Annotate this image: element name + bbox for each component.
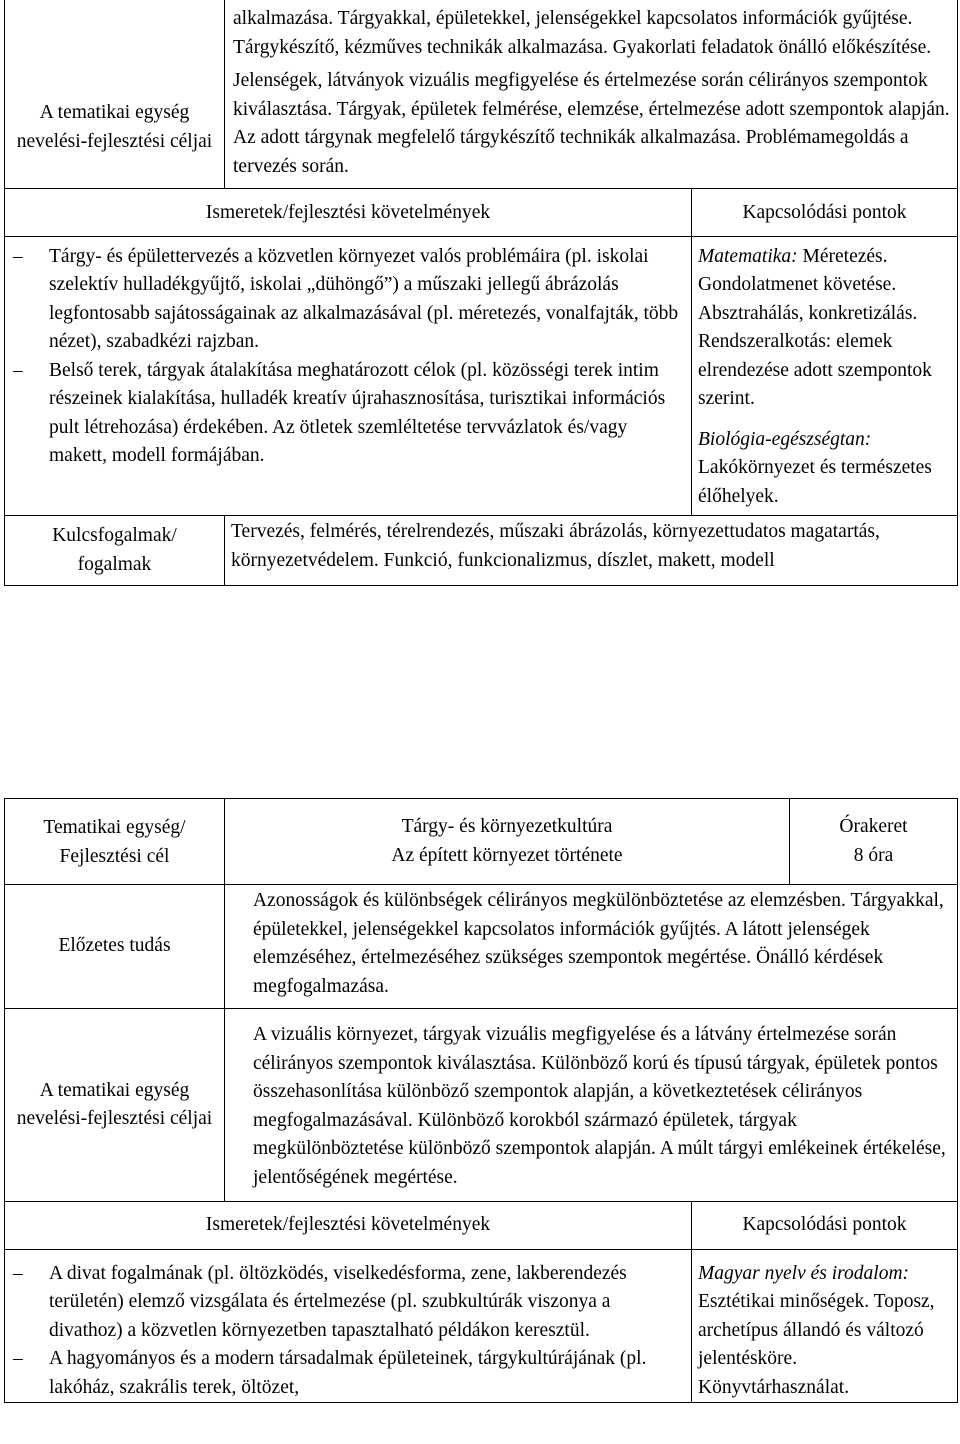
connection-text: Lakókörnyezet és természetes élőhelyek. [698,457,932,507]
goals-text: A vizuális környezet, tárgyak vizuális megfigyelése és a látvány értelmezése során célirányos szempontok kiválasztása. Különböző korú és típusú tárgyak, épületek pontos összehasonlítása különböző szempontok alapján, a következtetések célirányos megfogalmazásával. Különböző korokból származó épületek, tárgyak megkülönböztetése különböző szempontok alapján. A múlt tárgyi emlékeinek értékelése, jelentőségének megértése. [225,1009,958,1202]
keywords-row [5,516,958,586]
hours-cell [790,799,958,885]
connection-item [698,1260,951,1403]
requirement-item: – Belső terek, tárgyak átalakítása meghatározott célok (pl. közösségi terek intim részeinek kialakítása, hulladék kreatív újrahasznosítása, turisztikai információs pult létrehozása) érdekében. Az ötletek szemléltetése tervvázlatok és/vagy makett, modell formájában. [11,357,685,471]
requirements-list [11,1260,685,1403]
connections-cell [692,236,958,516]
goals-text: Jelenségek, látványok vizuális megfigyelése és értelmezése során célirányos szempontok kiválasztása. Tárgyak, épületek felmérése, elemzése, értelmezése adott szempontok alapján. Az adott tárgynak megfelelő tárgykészítő technikák alkalmazása. Problémamegoldás a tervezés során. [225,67,958,189]
connections-header: Kapcsolódási pontok [692,189,958,237]
intro-label-cell [5,0,225,67]
intro-text: alkalmazása. Tárgyakkal, épületekkel, jelenségekkel kapcsolatos információk gyűjtése. Tárgykészítő, kézműves technikák alkalmazása. Gyakorlati feladatok önálló előkészítése. [225,0,958,67]
hours-value: 8 óra [853,844,894,866]
requirements-cell [5,1249,692,1403]
unit-title-line1: Tárgy- és környezetkultúra [401,816,613,837]
title-row [5,799,958,885]
requirements-cell [5,236,692,516]
curriculum-table-1 [4,0,958,586]
content-row [5,1249,958,1403]
goals-row [5,67,958,189]
goals-label: A tematikai egység nevelési-fejlesztési céljai [5,1009,225,1202]
unit-title-line2: Az épített környezet története [391,844,623,866]
prior-knowledge-label: Előzetes tudás [5,885,225,1009]
connections-header: Kapcsolódási pontok [692,1202,958,1250]
unit-label: Tematikai egység/ Fejlesztési cél [5,799,225,885]
requirements-header: Ismeretek/fejlesztési követelmények [5,189,692,237]
connection-subject: Magyar nyelv és irodalom: [698,1262,910,1284]
connections-cell [692,1249,958,1403]
connection-subject: Biológia-egészségtan: [698,428,872,450]
curriculum-table-2 [4,798,958,1403]
connection-text: Esztétikai minőségek. Toposz, archetípus állandó és változó jelentésköre. Könyvtárhasználat. [698,1291,935,1398]
connection-item [698,243,951,414]
goals-label: A tematikai egység nevelési-fejlesztési céljai [5,67,225,189]
content-row [5,236,958,516]
unit-title [225,799,790,885]
connection-item [698,426,951,512]
prior-knowledge-text: Azonosságok és különbségek célirányos megkülönböztetése az elemzésben. Tárgyakkal, épületekkel, jelenségekkel kapcsolatos információk gyűjtés. A látott jelenségek elemzéséhez, értelmezéséhez szükséges szempontok megértése. Önálló kérdések megfogalmazása. [225,885,958,1009]
intro-row [5,0,958,67]
connection-text: Méretezés. Gondolatmenet követése. Absztrahálás, konkretizálás. Rendszeralkotás: elemek elrendezése adott szempontok szerint. [698,245,932,409]
requirement-item: – A divat fogalmának (pl. öltözködés, viselkedésforma, zene, lakberendezés területén) elemző vizsgálata és értelmezése (pl. szubkultúrák viszonya a divathoz) a közvetlen környezetben tapasztalható példákon keresztül. [11,1260,685,1346]
requirement-item: – A hagyományos és a modern társadalmak épületeinek, tárgykultúrájának (pl. lakóház, szakrális terek, öltözet, [11,1345,685,1402]
keywords-text: Tervezés, felmérés, térelrendezés, műszaki ábrázolás, környezettudatos magatartás, környezetvédelem. Funkció, funkcionalizmus, díszlet, makett, modell [225,516,958,586]
keywords-label: Kulcsfogalmak/ fogalmak [5,516,225,586]
requirement-item: – Tárgy- és épülettervezés a közvetlen környezet valós problémáira (pl. iskolai szelektív hulladékgyűjtő, iskolai „dühöngő”) a műszaki jellegű ábrázolás legfontosabb sajátosságainak az alkalmazásával (pl. méretezés, vonalfajták, több nézet), szabadkézi rajzban. [11,243,685,357]
header-row [5,189,958,237]
goals-row [5,1009,958,1202]
requirements-header: Ismeretek/fejlesztési követelmények [5,1202,692,1250]
requirements-list [11,243,685,471]
header-row [5,1202,958,1250]
hours-label: Órakeret [839,816,908,837]
connection-subject: Matematika: [698,245,798,267]
prior-row [5,885,958,1009]
